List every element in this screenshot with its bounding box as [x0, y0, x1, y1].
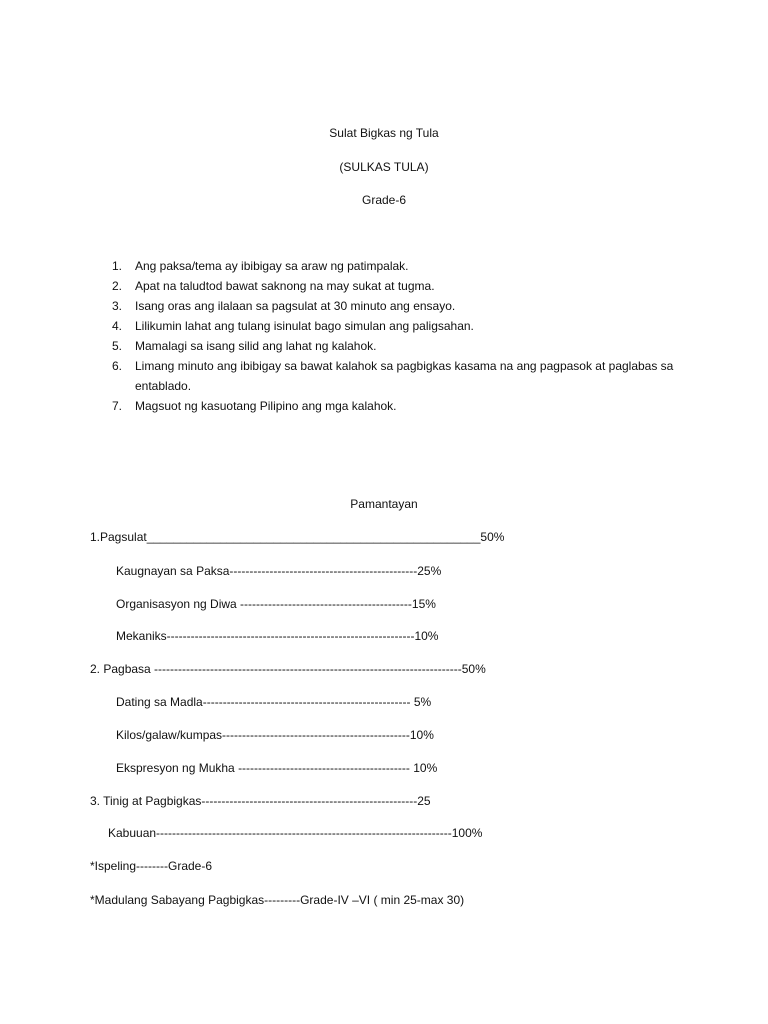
list-text: Apat na taludtod bawat saknong na may sukat at tugma. [135, 279, 435, 293]
list-number: 2. [112, 279, 123, 293]
list-text: Mamalagi sa isang silid ang lahat ng kalahok. [135, 339, 377, 353]
criteria-heading: Pamantayan [350, 497, 418, 511]
list-item [0, 256, 768, 276]
list-number: 6. [112, 359, 123, 373]
rules-list [0, 256, 768, 416]
list-text: Lilikumin lahat ang tulang isinulat bago simulan ang paligsahan. [135, 319, 474, 333]
criteria-kaugnayan: Kaugnayan sa Paksa-----------------------------------------------25% [116, 564, 442, 578]
list-item [0, 356, 768, 396]
note-ispeling: *Ispeling--------Grade-6 [90, 859, 213, 873]
criteria-pagsulat: 1.Pagsulat__________________________________________________50% [90, 530, 505, 544]
list-text: Ang paksa/tema ay ibibigay sa araw ng patimpalak. [135, 259, 409, 273]
criteria-kilos: Kilos/galaw/kumpas-----------------------------------------------10% [116, 728, 434, 742]
list-number: 7. [112, 399, 123, 413]
list-item [0, 396, 768, 416]
list-number: 1. [112, 259, 123, 273]
list-item [0, 276, 768, 296]
list-item [0, 316, 768, 336]
document-subtitle: (SULKAS TULA) [339, 160, 429, 174]
list-item [0, 296, 768, 316]
criteria-ekspresyon: Ekspresyon ng Mukha ------------------------------------------- 10% [116, 761, 438, 775]
list-number: 3. [112, 299, 123, 313]
grade-label: Grade-6 [361, 193, 407, 207]
note-madulang: *Madulang Sabayang Pagbigkas---------Grade-IV –VI ( min 25-max 30) [90, 893, 465, 907]
list-item [0, 336, 768, 356]
criteria-dating: Dating sa Madla---------------------------------------------------- 5% [116, 695, 432, 709]
list-text: Isang oras ang ilalaan sa pagsulat at 30 minuto ang ensayo. [135, 299, 456, 313]
list-number: 5. [112, 339, 123, 353]
criteria-tinig: 3. Tinig at Pagbigkas------------------------------------------------------25 [90, 794, 431, 808]
criteria-pagbasa: 2. Pagbasa -----------------------------------------------------------------------------50% [90, 662, 486, 676]
criteria-organisasyon: Organisasyon ng Diwa -------------------------------------------15% [116, 597, 436, 611]
criteria-mekaniks: Mekaniks--------------------------------------------------------------10% [116, 629, 439, 643]
document-title: Sulat Bigkas ng Tula [329, 126, 439, 140]
list-text: Limang minuto ang ibibigay sa bawat kalahok sa pagbigkas kasama na ang pagpasok at paglabas sa entablado. [135, 359, 674, 393]
criteria-kabuuan: Kabuuan--------------------------------------------------------------------------100% [108, 826, 483, 840]
list-text: Magsuot ng kasuotang Pilipino ang mga kalahok. [135, 399, 397, 413]
list-number: 4. [112, 319, 123, 333]
